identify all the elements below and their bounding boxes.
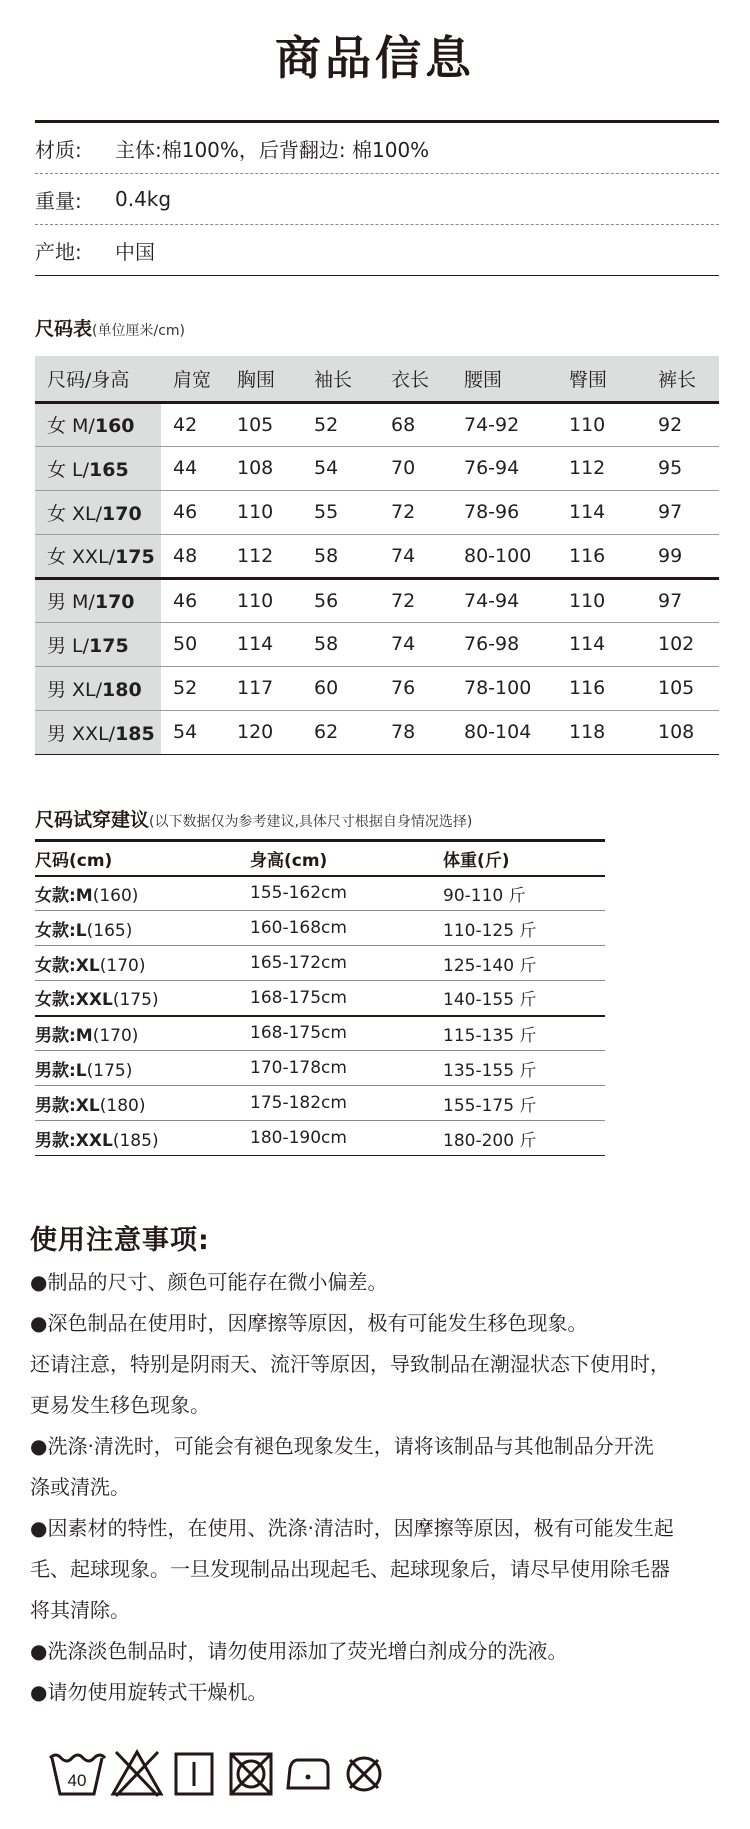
care-icons-row: [46, 1744, 392, 1804]
size-header-cell: 衣长: [391, 368, 430, 391]
fit-size-cell: [35, 1121, 250, 1156]
fit-height-cell: 180-190cm: [250, 1128, 347, 1148]
size-height: 170: [94, 591, 135, 613]
size-value-cell: 74: [391, 544, 416, 567]
fit-weight-cell: 110-125 斤: [443, 920, 537, 941]
line-dry-icon: [166, 1744, 222, 1804]
notes-line: ●请勿使用旋转式干燥机。: [30, 1680, 268, 1704]
size-value-cell: 58: [314, 544, 339, 567]
size-label-cell: [35, 534, 161, 578]
table-row: [35, 534, 719, 578]
info-key: 产地:: [35, 239, 82, 264]
fit-size-cell: [35, 911, 250, 946]
size-label: 男 XXL/: [47, 722, 116, 745]
size-value-cell: 78-96: [464, 501, 520, 523]
size-value-cell: 114: [569, 633, 606, 655]
fit-height-cell: 170-178cm: [250, 1058, 347, 1078]
size-label: 女 XL/: [47, 502, 103, 525]
info-value: 主体:棉100%，后背翻边: 棉100%: [115, 137, 430, 162]
fit-weight-cell: 115-135 斤: [443, 1025, 537, 1046]
size-value-cell: 72: [391, 501, 416, 523]
info-row-material: [35, 123, 719, 174]
size-label: 女 L/: [47, 458, 90, 481]
size-label-cell: [35, 446, 161, 490]
size-value-cell: 95: [658, 457, 683, 479]
size-chart-title: [35, 314, 185, 341]
size-value-cell: 60: [314, 677, 339, 699]
size-value-cell: 117: [237, 677, 274, 699]
size-value-cell: 74-94: [464, 589, 520, 612]
size-label-cell: [35, 666, 161, 710]
notes-list: [30, 1262, 720, 1713]
size-value-cell: 52: [314, 413, 339, 436]
notes-line: ●因素材的特性，在使用、洗涤·清洁时，因摩擦等原因，极有可能发生起: [30, 1516, 674, 1540]
fit-size-label: 女款:XL: [35, 955, 100, 976]
table-row: [35, 1016, 605, 1051]
fit-weight-cell: 125-140 斤: [443, 955, 537, 976]
fit-size-height: (160): [92, 885, 139, 906]
size-value-cell: 76-94: [464, 457, 520, 479]
size-label-cell: [35, 490, 161, 534]
table-row: [35, 876, 605, 911]
notes-title: 使用注意事项:: [30, 1225, 210, 1256]
fit-weight-cell: 90-110 斤: [443, 885, 526, 906]
fit-size-height: (175): [86, 1060, 133, 1081]
size-value-cell: 70: [391, 457, 416, 479]
info-value: 0.4kg: [115, 187, 172, 211]
fit-size-height: (170): [92, 1025, 139, 1046]
table-row: [35, 710, 719, 754]
fit-size-height: (185): [112, 1130, 159, 1151]
table-row: [35, 1121, 605, 1156]
info-key: 重量:: [35, 188, 82, 213]
size-label: 男 XL/: [47, 678, 103, 701]
fit-size-cell: [35, 1051, 250, 1086]
table-row: [35, 622, 719, 666]
size-value-cell: 42: [173, 413, 198, 436]
fit-size-cell: [35, 876, 250, 911]
size-header-cell: 尺码/身高: [47, 368, 130, 391]
notes-line: 还请注意，特别是阴雨天、流汗等原因，导致制品在潮湿状态下使用时，: [30, 1352, 670, 1376]
size-value-cell: 48: [173, 544, 198, 567]
fit-height-cell: 175-182cm: [250, 1093, 347, 1113]
fit-size-label: 男款:XXL: [35, 1130, 113, 1151]
info-key: 材质:: [35, 137, 82, 162]
table-row: [35, 1086, 605, 1121]
size-value-cell: 105: [237, 413, 274, 436]
table-row: [35, 490, 719, 534]
size-value-cell: 92: [658, 413, 683, 436]
info-value: 中国: [115, 239, 155, 264]
size-value-cell: 80-100: [464, 544, 532, 567]
notes-line: ●深色制品在使用时，因摩擦等原因，极有可能发生移色现象。: [30, 1311, 588, 1335]
fit-height-cell: 168-175cm: [250, 987, 347, 1008]
size-value-cell: 52: [173, 677, 198, 699]
size-value-cell: 108: [237, 457, 274, 479]
size-label-cell: [35, 622, 161, 666]
table-row: [35, 666, 719, 710]
size-label: 女 M/: [47, 415, 95, 437]
size-value-cell: 54: [173, 721, 198, 743]
no-tumble-dry-icon: [222, 1744, 280, 1804]
size-value-cell: 44: [173, 457, 198, 479]
size-value-cell: 112: [569, 457, 606, 479]
size-value-cell: 120: [237, 721, 274, 743]
fit-size-label: 女款:XXL: [35, 990, 113, 1011]
fit-size-height: (170): [99, 955, 146, 976]
table-row: [35, 578, 719, 622]
fit-guide-note: (以下数据仅为参考建议,具体尺寸根据自身情况选择): [149, 814, 473, 830]
fit-height-cell: 160-168cm: [250, 918, 347, 938]
size-value-cell: 110: [569, 413, 606, 436]
fit-size-label: 男款:L: [35, 1060, 87, 1081]
fit-size-cell: [35, 946, 250, 981]
size-value-cell: 118: [569, 721, 606, 743]
size-value-cell: 74-92: [464, 413, 520, 436]
fit-weight-cell: 135-155 斤: [443, 1060, 537, 1081]
size-value-cell: 114: [237, 633, 274, 655]
size-value-cell: 68: [391, 413, 416, 436]
size-value-cell: 116: [569, 677, 606, 699]
fit-header-weight: 体重(斤): [443, 850, 510, 871]
size-value-cell: 80-104: [464, 721, 532, 743]
fit-size-height: (165): [86, 920, 133, 941]
size-header-cell: 裤长: [658, 368, 697, 391]
table-row: [35, 946, 605, 981]
size-value-cell: 102: [658, 633, 695, 655]
size-value-cell: 46: [173, 501, 198, 523]
size-value-cell: 112: [237, 544, 274, 567]
size-value-cell: 97: [658, 589, 683, 612]
size-value-cell: 110: [237, 501, 274, 523]
size-label-cell: [35, 710, 161, 754]
size-height: 175: [89, 634, 129, 657]
size-header-cell: 臀围: [569, 368, 608, 391]
notes-line: ●制品的尺寸、颜色可能存在微小偏差。: [30, 1270, 388, 1294]
table-row: [35, 402, 719, 446]
size-label: 女 XXL/: [47, 546, 116, 568]
fit-height-cell: 168-175cm: [250, 1023, 347, 1044]
size-value-cell: 99: [658, 544, 683, 567]
fit-size-cell: [35, 981, 250, 1016]
fit-height-cell: 165-172cm: [250, 953, 347, 973]
no-bleach-icon: [108, 1744, 166, 1804]
fit-size-height: (180): [99, 1095, 146, 1116]
fit-height-cell: 155-162cm: [250, 883, 347, 904]
size-height: 185: [115, 722, 155, 745]
size-value-cell: 78: [391, 721, 416, 743]
info-row-origin: [35, 225, 719, 276]
size-label-cell: [35, 578, 161, 622]
size-value-cell: 110: [569, 589, 606, 612]
size-value-cell: 56: [314, 589, 339, 612]
fit-size-label: 男款:XL: [35, 1095, 100, 1116]
size-header-cell: 胸围: [237, 368, 276, 391]
fit-size-cell: [35, 1086, 250, 1121]
fit-weight-cell: 155-175 斤: [443, 1095, 537, 1116]
size-value-cell: 110: [237, 589, 274, 612]
size-label-cell: [35, 402, 161, 446]
size-height: 165: [89, 458, 129, 481]
notes-line: 更易发生移色现象。: [30, 1393, 210, 1417]
wash-40-icon: [46, 1744, 108, 1804]
size-value-cell: 97: [658, 501, 683, 523]
table-row: [35, 1051, 605, 1086]
size-label: 男 L/: [47, 634, 90, 657]
size-header-cell: 袖长: [314, 368, 353, 391]
notes-line: ●洗涤·清洗时，可能会有褪色现象发生，请将该制品与其他制品分开洗: [30, 1434, 654, 1458]
size-value-cell: 54: [314, 457, 339, 479]
notes-line: 将其清除。: [30, 1598, 130, 1622]
fit-weight-cell: 180-200 斤: [443, 1130, 537, 1151]
wash-temp-label: 40: [67, 1771, 87, 1790]
size-chart-table: [35, 356, 719, 755]
page-title: 商品信息: [275, 31, 475, 85]
size-value-cell: 46: [173, 589, 198, 612]
size-header-cell: 肩宽: [173, 368, 212, 391]
size-chart-unit: (单位厘米/cm): [92, 323, 185, 339]
size-value-cell: 105: [658, 677, 695, 699]
size-value-cell: 74: [391, 633, 416, 655]
no-dry-clean-icon: [336, 1744, 392, 1804]
size-value-cell: 116: [569, 544, 606, 567]
size-value-cell: 55: [314, 501, 339, 523]
fit-guide-title: [35, 805, 472, 832]
size-value-cell: 72: [391, 589, 416, 612]
fit-header-height: 身高(cm): [250, 850, 328, 871]
fit-header-size: 尺码(cm): [35, 850, 113, 871]
size-height: 160: [94, 415, 135, 437]
iron-low-icon: [280, 1744, 336, 1804]
size-value-cell: 114: [569, 501, 606, 523]
size-value-cell: 76-98: [464, 633, 520, 655]
size-value-cell: 58: [314, 633, 339, 655]
notes-line: 毛、起球现象。一旦发现制品出现起毛、起球现象后，请尽早使用除毛器: [30, 1557, 670, 1581]
table-row: [35, 446, 719, 490]
fit-weight-cell: 140-155 斤: [443, 990, 537, 1011]
size-chart-heading: 尺码表: [35, 318, 93, 340]
fit-size-label: 女款:L: [35, 920, 87, 941]
size-height: 175: [115, 546, 155, 568]
size-header-cell: 腰围: [464, 368, 503, 391]
product-info-list: [35, 120, 719, 276]
size-height: 180: [102, 678, 142, 701]
notes-line: ●洗涤淡色制品时，请勿使用添加了荧光增白剂成分的洗液。: [30, 1639, 568, 1663]
fit-size-cell: [35, 1016, 250, 1051]
size-height: 170: [102, 502, 142, 525]
table-row: [35, 911, 605, 946]
size-value-cell: 62: [314, 721, 339, 743]
table-row: [35, 981, 605, 1016]
size-chart-header-row: [35, 356, 719, 402]
size-label: 男 M/: [47, 591, 95, 613]
size-value-cell: 76: [391, 677, 416, 699]
fit-size-label: 女款:M: [35, 885, 93, 906]
fit-guide-table: [35, 839, 605, 1156]
size-value-cell: 50: [173, 633, 198, 655]
size-value-cell: 108: [658, 721, 695, 743]
size-value-cell: 78-100: [464, 677, 532, 699]
fit-guide-header-row: [35, 841, 605, 876]
info-row-weight: [35, 174, 719, 225]
fit-size-height: (175): [112, 990, 159, 1011]
fit-size-label: 男款:M: [35, 1025, 93, 1046]
notes-line: 涤或清洗。: [30, 1475, 130, 1499]
fit-guide-heading: 尺码试穿建议: [35, 809, 150, 831]
